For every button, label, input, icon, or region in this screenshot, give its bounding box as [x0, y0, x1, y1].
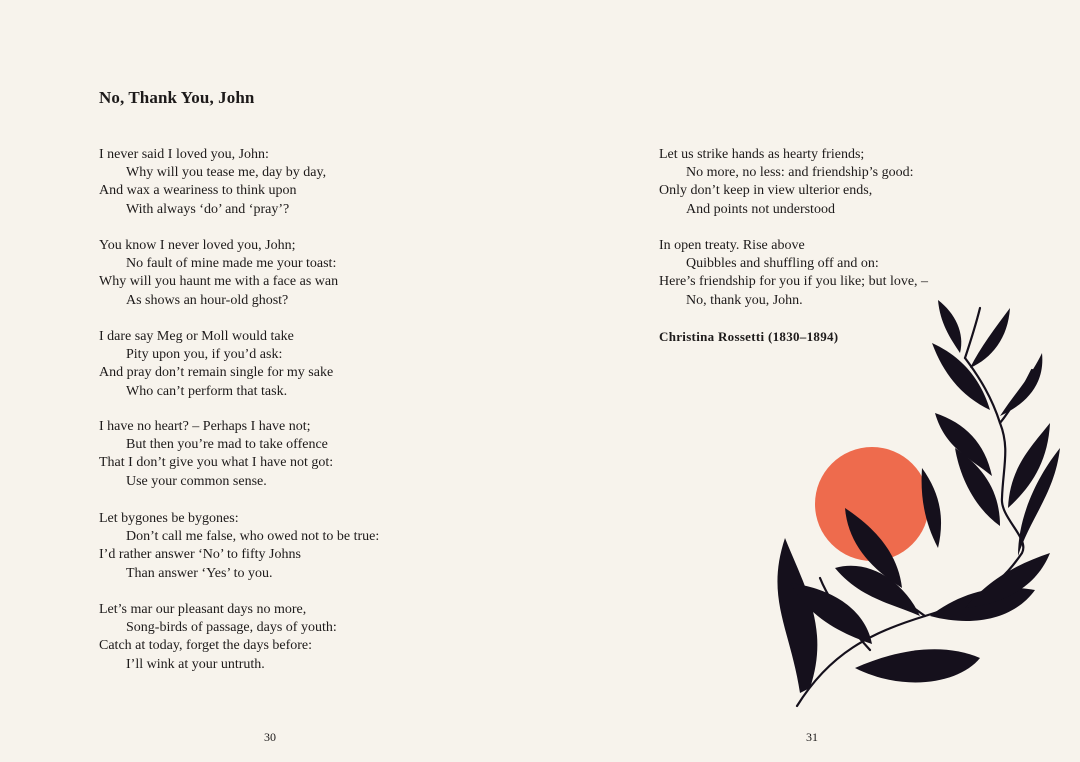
stanza-2 — [99, 237, 338, 310]
poem-line: Only don’t keep in view ulterior ends, — [659, 183, 873, 199]
poem-line: Use your common sense. — [126, 473, 267, 489]
poem-line: No more, no less: and friendship’s good: — [686, 165, 914, 181]
poem-line: But then you’re mad to take offence — [126, 437, 328, 453]
poem-line: With always ‘do’ and ‘pray’? — [126, 201, 290, 217]
poem-line: I never said I loved you, John: — [99, 147, 269, 162]
poem-line: Who can’t perform that task. — [126, 383, 288, 399]
page-number: 31 — [806, 730, 818, 744]
poem-line: And points not understood — [686, 201, 835, 217]
poem-line: Let us strike hands as hearty friends; — [659, 147, 865, 162]
leafy-branch-with-sun-illustration — [760, 298, 1060, 710]
poem-line: You know I never loved you, John; — [99, 238, 296, 253]
poem-line: I’ll wink at your untruth. — [126, 656, 265, 672]
stanza-5 — [99, 510, 379, 583]
stanza-6 — [99, 601, 337, 674]
poem-line: Quibbles and shuffling off and on: — [686, 256, 879, 272]
right-page — [540, 0, 1080, 762]
poem-line: Than answer ‘Yes’ to you. — [126, 565, 273, 581]
poem-line: As shows an hour-old ghost? — [126, 292, 289, 308]
stanza-1 — [99, 146, 326, 219]
poem-line: I have no heart? – Perhaps I have not; — [99, 419, 311, 434]
poem-line: No fault of mine made me your toast: — [126, 256, 337, 272]
poem-line: Don’t call me false, who owed not to be true: — [126, 529, 380, 545]
poem-line: Pity upon you, if you’d ask: — [126, 347, 283, 363]
poem-line: Here’s friendship for you if you like; but love, – — [659, 274, 929, 290]
poet-attribution: Christina Rossetti (1830–1894) — [659, 329, 839, 344]
poem-line: I’d rather answer ‘No’ to fifty Johns — [99, 547, 301, 563]
poem-title: No, Thank You, John — [99, 88, 255, 107]
poem-line: Let’s mar our pleasant days no more, — [99, 602, 307, 617]
poem-line: In open treaty. Rise above — [659, 238, 805, 253]
page-number: 30 — [264, 730, 276, 744]
stanza-7 — [659, 146, 913, 219]
poem-line: Why will you haunt me with a face as wan — [99, 274, 339, 290]
poem-line: No, thank you, John. — [686, 292, 803, 308]
poem-line: That I don’t give you what I have not got: — [99, 455, 334, 471]
poem-line: Let bygones be bygones: — [99, 511, 239, 526]
poem-line: And wax a weariness to think upon — [99, 183, 297, 199]
poem-line: Catch at today, forget the days before: — [99, 638, 313, 654]
stanza-4 — [99, 418, 333, 491]
poem-line: Song-birds of passage, days of youth: — [126, 620, 337, 636]
poem-line: And pray don’t remain single for my sake — [99, 365, 334, 381]
poem-line: I dare say Meg or Moll would take — [99, 329, 294, 344]
poem-line: Why will you tease me, day by day, — [126, 165, 327, 181]
stanza-3 — [99, 328, 333, 401]
